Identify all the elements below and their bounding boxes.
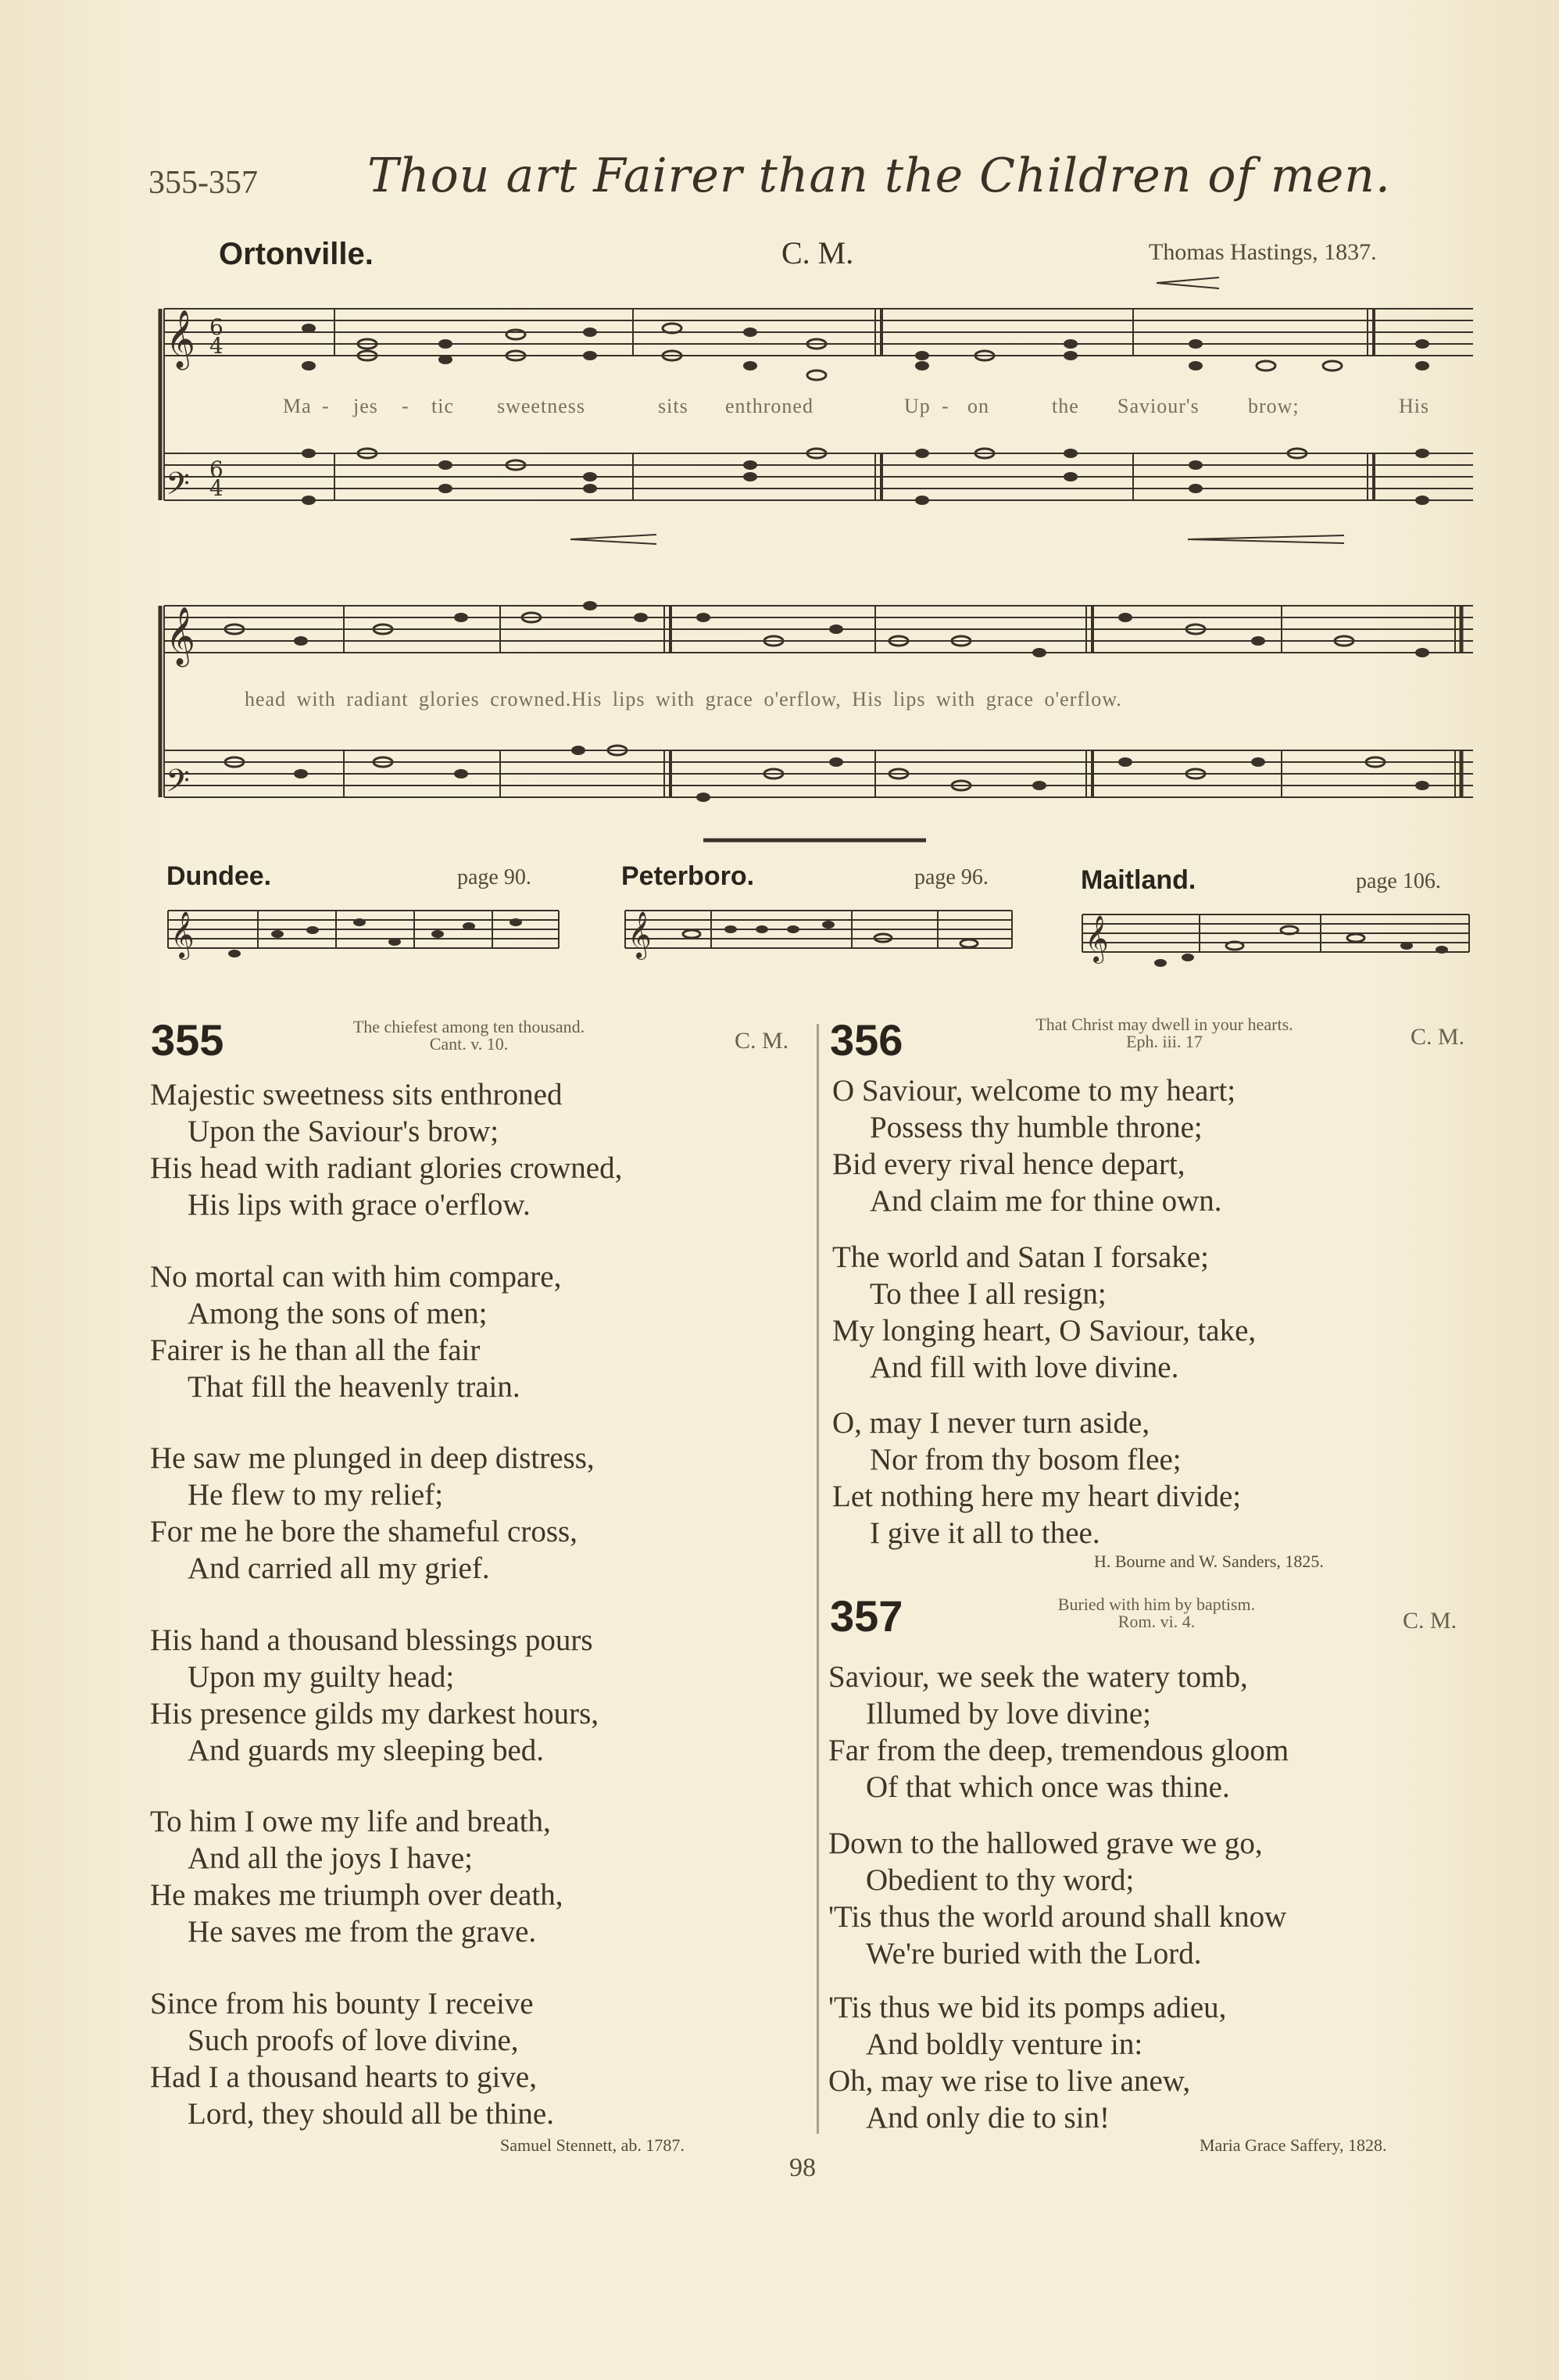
hymn-scripture: Eph. iii. 17 — [1126, 1032, 1203, 1051]
verse-line: Majestic sweetness sits enthroned — [150, 1078, 563, 1111]
svg-text:4: 4 — [209, 475, 223, 501]
alt-tune-name: Peterboro. — [621, 861, 755, 891]
stanza — [150, 1440, 595, 1587]
verse-line: And only die to sin! — [866, 2101, 1110, 2135]
main-tune-name: Ortonville. — [219, 237, 374, 271]
stanza — [832, 1405, 1241, 1551]
svg-text:𝄞: 𝄞 — [166, 310, 195, 368]
verse-line: Obedient to thy word; — [866, 1863, 1135, 1897]
svg-text:𝄢: 𝄢 — [166, 763, 190, 807]
verse-line: Let nothing here my heart divide; — [832, 1480, 1242, 1513]
hymn-author: Maria Grace Saffery, 1828. — [1200, 2135, 1387, 2155]
verse-line: 'Tis thus the world around shall know — [828, 1900, 1287, 1934]
verse-line: He flew to my relief; — [188, 1478, 444, 1512]
page-title: Thou art Fairer than the Children of men. — [367, 149, 1391, 203]
verse-line: Of that which once was thine. — [866, 1770, 1230, 1804]
svg-text:𝄞: 𝄞 — [166, 607, 195, 665]
verse-line: Since from his bounty I receive — [150, 1987, 534, 2020]
svg-text:𝄞: 𝄞 — [628, 911, 652, 958]
staff-bass-2 — [164, 750, 1473, 797]
verse-line: No mortal can with him compare, — [150, 1260, 562, 1294]
verse-line: For me he bore the shameful cross, — [150, 1515, 577, 1548]
lyric-syllable: tic — [431, 395, 454, 417]
stanza — [832, 1239, 1256, 1386]
hymn-number: 357 — [830, 1591, 903, 1641]
lyric-syllable: enthroned — [725, 395, 813, 417]
verse-line: My longing heart, O Saviour, take, — [832, 1314, 1257, 1347]
hymn-meter: C. M. — [1411, 1024, 1465, 1050]
svg-text:4: 4 — [209, 333, 223, 359]
hymn-author: Samuel Stennett, ab. 1787. — [500, 2135, 685, 2155]
hymn-subject: Buried with him by baptism. — [1057, 1594, 1256, 1614]
hymn-number: 355 — [151, 1015, 224, 1065]
stanza — [150, 1258, 561, 1405]
alt-tune-name: Dundee. — [166, 861, 272, 891]
verse-line: That fill the heavenly train. — [188, 1370, 520, 1404]
verse-line: His hand a thousand blessings pours — [150, 1623, 593, 1657]
alt-tune-name: Maitland. — [1081, 865, 1196, 895]
lyric-syllable: sweetness — [497, 395, 585, 417]
verse-line: He makes me triumph over death, — [150, 1878, 563, 1912]
stanza — [828, 1825, 1286, 1972]
hymn-number: 356 — [830, 1015, 903, 1065]
svg-text:𝄞: 𝄞 — [1085, 915, 1109, 962]
stanza — [150, 1985, 554, 2132]
verse-line: I give it all to thee. — [870, 1516, 1100, 1550]
alt-tune-page: page 96. — [914, 865, 989, 889]
note-heads — [225, 324, 1448, 967]
verse-line: Oh, may we rise to live anew, — [828, 2064, 1191, 2098]
lyric-syllable: sits — [658, 395, 688, 417]
stanza — [828, 1659, 1289, 1806]
alt-tune-page: page 90. — [457, 865, 531, 889]
verse-line: Saviour, we seek the watery tomb, — [828, 1660, 1248, 1694]
alt-tune-page: page 106. — [1356, 869, 1441, 893]
staff-treble-2 — [164, 606, 1473, 653]
verse-line: His lips with grace o'erflow. — [188, 1188, 531, 1222]
verse-line: The world and Satan I forsake; — [832, 1240, 1209, 1274]
verse-line: And carried all my grief. — [188, 1551, 490, 1585]
verse-line: Such proofs of love divine, — [188, 2024, 519, 2057]
lyric-syllable: Ma — [283, 395, 312, 417]
svg-text:6: 6 — [209, 456, 223, 482]
hymn-author: H. Bourne and W. Sanders, 1825. — [1094, 1551, 1324, 1571]
svg-text:6: 6 — [209, 314, 223, 340]
svg-text:𝄢: 𝄢 — [166, 466, 190, 510]
verse-line: 'Tis thus we bid its pomps adieu, — [828, 1991, 1227, 2024]
verse-line: To him I owe my life and breath, — [150, 1805, 551, 1838]
verse-line: Nor from thy bosom flee; — [870, 1443, 1182, 1476]
lyric-syllable: the — [1052, 395, 1079, 417]
svg-text:𝄞: 𝄞 — [170, 911, 195, 958]
verse-line: And guards my sleeping bed. — [188, 1734, 545, 1767]
verse-line: And boldly venture in: — [866, 2027, 1143, 2061]
verse-line: Possess thy humble throne; — [870, 1111, 1203, 1144]
verse-line: Bid every rival hence depart, — [832, 1147, 1185, 1181]
stanza — [150, 1803, 563, 1950]
staff-bass-1 — [164, 453, 1473, 500]
hymn-scripture: Rom. vi. 4. — [1117, 1612, 1196, 1631]
lyric-syllable: His — [1399, 395, 1430, 417]
column-divider — [817, 1024, 819, 2134]
page-number: 98 — [789, 2153, 816, 2182]
verse-line: And fill with love divine. — [870, 1351, 1179, 1384]
lyric-syllable: jes — [353, 395, 378, 417]
verse-line: O, may I never turn aside, — [832, 1406, 1150, 1440]
verse-line: Illumed by love divine; — [866, 1697, 1152, 1730]
hymn-heading — [938, 1016, 1391, 1050]
lyric-syllable: - — [322, 395, 330, 417]
hymn-heading — [281, 1018, 656, 1053]
verse-line: Fairer is he than all the fair — [150, 1333, 481, 1367]
verse-line: Had I a thousand hearts to give, — [150, 2060, 537, 2094]
verse-line: O Saviour, welcome to my heart; — [832, 1074, 1236, 1108]
hymn-heading — [969, 1596, 1344, 1630]
verse-line: Upon the Saviour's brow; — [188, 1115, 499, 1148]
lyric-line-2: head with radiant glories crowned.His lips with grace o'erflow, His lips with grace o'erflow. — [245, 688, 1122, 710]
lyric-syllable: on — [967, 395, 989, 417]
main-tune-composer: Thomas Hastings, 1837. — [1149, 239, 1377, 265]
stanza — [150, 1076, 622, 1223]
main-tune-meter: C. M. — [781, 235, 854, 270]
stanza — [828, 1989, 1226, 2136]
staff-peterboro — [625, 911, 1012, 948]
verse-line: Down to the hallowed grave we go, — [828, 1827, 1263, 1860]
lyric-syllable: brow; — [1248, 395, 1300, 417]
hymn-range: 355-357 — [148, 165, 258, 201]
verse-line: Lord, they should all be thine. — [188, 2097, 554, 2131]
hymn-subject: The chiefest among ten thousand. — [352, 1017, 585, 1036]
lyric-syllable: Saviour's — [1117, 395, 1200, 417]
staff-dundee — [168, 911, 559, 948]
verse-line: Among the sons of men; — [188, 1297, 488, 1330]
verse-line: His head with radiant glories crowned, — [150, 1151, 623, 1185]
lyric-syllable: Up — [904, 395, 931, 417]
verse-line: We're buried with the Lord. — [866, 1937, 1202, 1970]
hymn-meter: C. M. — [735, 1028, 789, 1054]
verse-line: His presence gilds my darkest hours, — [150, 1697, 599, 1730]
lyric-syllable: - — [402, 395, 409, 417]
verse-line: He saw me plunged in deep distress, — [150, 1441, 595, 1475]
verse-line: And claim me for thine own. — [870, 1184, 1222, 1218]
verse-line: He saves me from the grave. — [188, 1915, 537, 1949]
hymn-scripture: Cant. v. 10. — [429, 1034, 509, 1054]
verse-line: Upon my guilty head; — [188, 1660, 455, 1694]
lyric-syllable: - — [942, 395, 949, 417]
verse-line: To thee I all resign; — [870, 1277, 1107, 1311]
stanza — [832, 1072, 1235, 1219]
verse-line: And all the joys I have; — [188, 1841, 473, 1875]
hymn-subject: That Christ may dwell in your hearts. — [1035, 1015, 1293, 1034]
hymn-meter: C. M. — [1403, 1608, 1457, 1634]
verse-line: Far from the deep, tremendous gloom — [828, 1734, 1289, 1767]
stanza — [150, 1622, 599, 1769]
